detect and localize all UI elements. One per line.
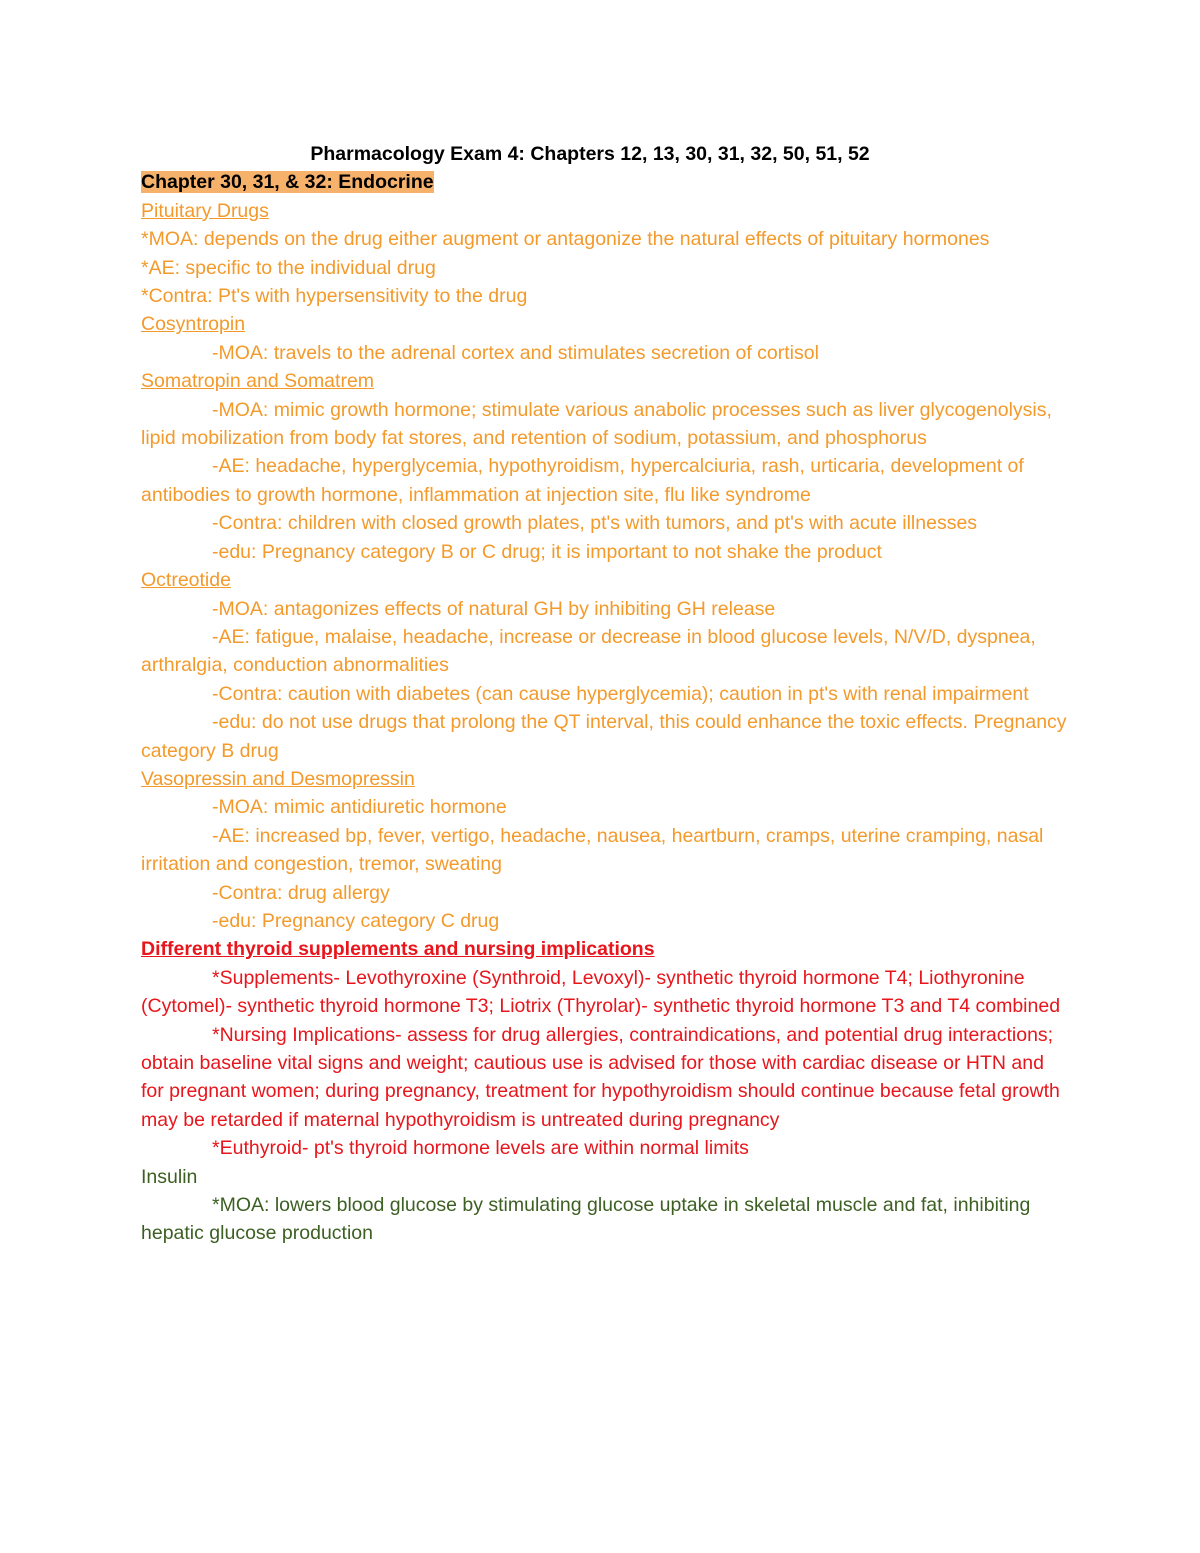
thyroid-supplements: *Supplements- Levothyroxine (Synthroid, Levoxyl)- synthetic thyroid hormone T4; Liothyronine (Cytomel)- synthetic thyroid hormone T3; Liotrix (Thyrolar)- synthetic thyroid hormone T3 and T4 combined [141, 966, 1061, 1018]
vasopressin-heading: Vasopressin and Desmopressin [141, 767, 415, 790]
page-title: Pharmacology Exam 4: Chapters 12, 13, 30, 31, 32, 50, 51, 52 [310, 143, 870, 165]
vasopressin-moa: -MOA: mimic antidiuretic hormone [212, 796, 507, 819]
document-body [141, 140, 1071, 1248]
somatropin-ae: -AE: headache, hyperglycemia, hypothyroidism, hypercalciuria, rash, urticaria, development of antibodies to growth hormone, inflammation at injection site, flu like syndrome [141, 455, 1024, 506]
insulin-heading: Insulin [141, 1165, 198, 1188]
octreotide-heading: Octreotide [141, 569, 231, 592]
thyroid-euthyroid: *Euthyroid- pt's thyroid hormone levels are within normal limits [212, 1137, 749, 1160]
vasopressin-contra: -Contra: drug allergy [212, 881, 390, 904]
somatropin-heading: Somatropin and Somatrem [141, 370, 375, 393]
pituitary-ae: *AE: specific to the individual drug [141, 256, 436, 279]
pituitary-contra: *Contra: Pt's with hypersensitivity to the drug [141, 285, 528, 308]
chapter-heading: Chapter 30, 31, & 32: Endocrine [141, 171, 434, 194]
vasopressin-edu: -edu: Pregnancy category C drug [212, 909, 500, 932]
cosyntropin-heading: Cosyntropin [141, 313, 246, 336]
somatropin-edu: -edu: Pregnancy category B or C drug; it is important to not shake the product [212, 540, 882, 563]
octreotide-ae: -AE: fatigue, malaise, headache, increase or decrease in blood glucose levels, N/V/D, dyspnea, arthralgia, conduction abnormalities [141, 625, 1036, 677]
somatropin-moa: -MOA: mimic growth hormone; stimulate various anabolic processes such as liver glycogenolysis, lipid mobilization from body fat stores, and retention of sodium, potassium, and phosphorus [141, 398, 1052, 450]
octreotide-contra: -Contra: caution with diabetes (can cause hyperglycemia); caution in pt's with renal impairment [212, 682, 1029, 705]
cosyntropin-moa: -MOA: travels to the adrenal cortex and stimulates secretion of cortisol [212, 341, 819, 364]
octreotide-moa: -MOA: antagonizes effects of natural GH by inhibiting GH release [212, 597, 776, 620]
thyroid-heading: Different thyroid supplements and nursing implications [141, 938, 655, 961]
vasopressin-ae: -AE: increased bp, fever, vertigo, headache, nausea, heartburn, cramps, uterine cramping, nasal irritation and congestion, tremor, sweating [141, 824, 1044, 876]
pituitary-moa: *MOA: depends on the drug either augment or antagonize the natural effects of pituitary hormones [141, 228, 990, 251]
octreotide-edu: -edu: do not use drugs that prolong the QT interval, this could enhance the toxic effects. Pregnancy category B drug [141, 711, 1067, 762]
thyroid-nursing: *Nursing Implications- assess for drug allergies, contraindications, and potential drug interactions; obtain baseline vital signs and weight; cautious use is advised for those with cardiac disease or HTN and for pregnant women; during pregnancy, treatment for hypothyroidism should continue because fetal growth may be retarded if maternal hypothyroidism is untreated during pregnancy [141, 1023, 1060, 1131]
insulin-moa: *MOA: lowers blood glucose by stimulating glucose uptake in skeletal muscle and fat, inhibiting hepatic glucose production [141, 1194, 1031, 1245]
somatropin-contra: -Contra: children with closed growth plates, pt's with tumors, and pt's with acute illnesses [212, 512, 978, 535]
pituitary-heading: Pituitary Drugs [141, 199, 269, 222]
